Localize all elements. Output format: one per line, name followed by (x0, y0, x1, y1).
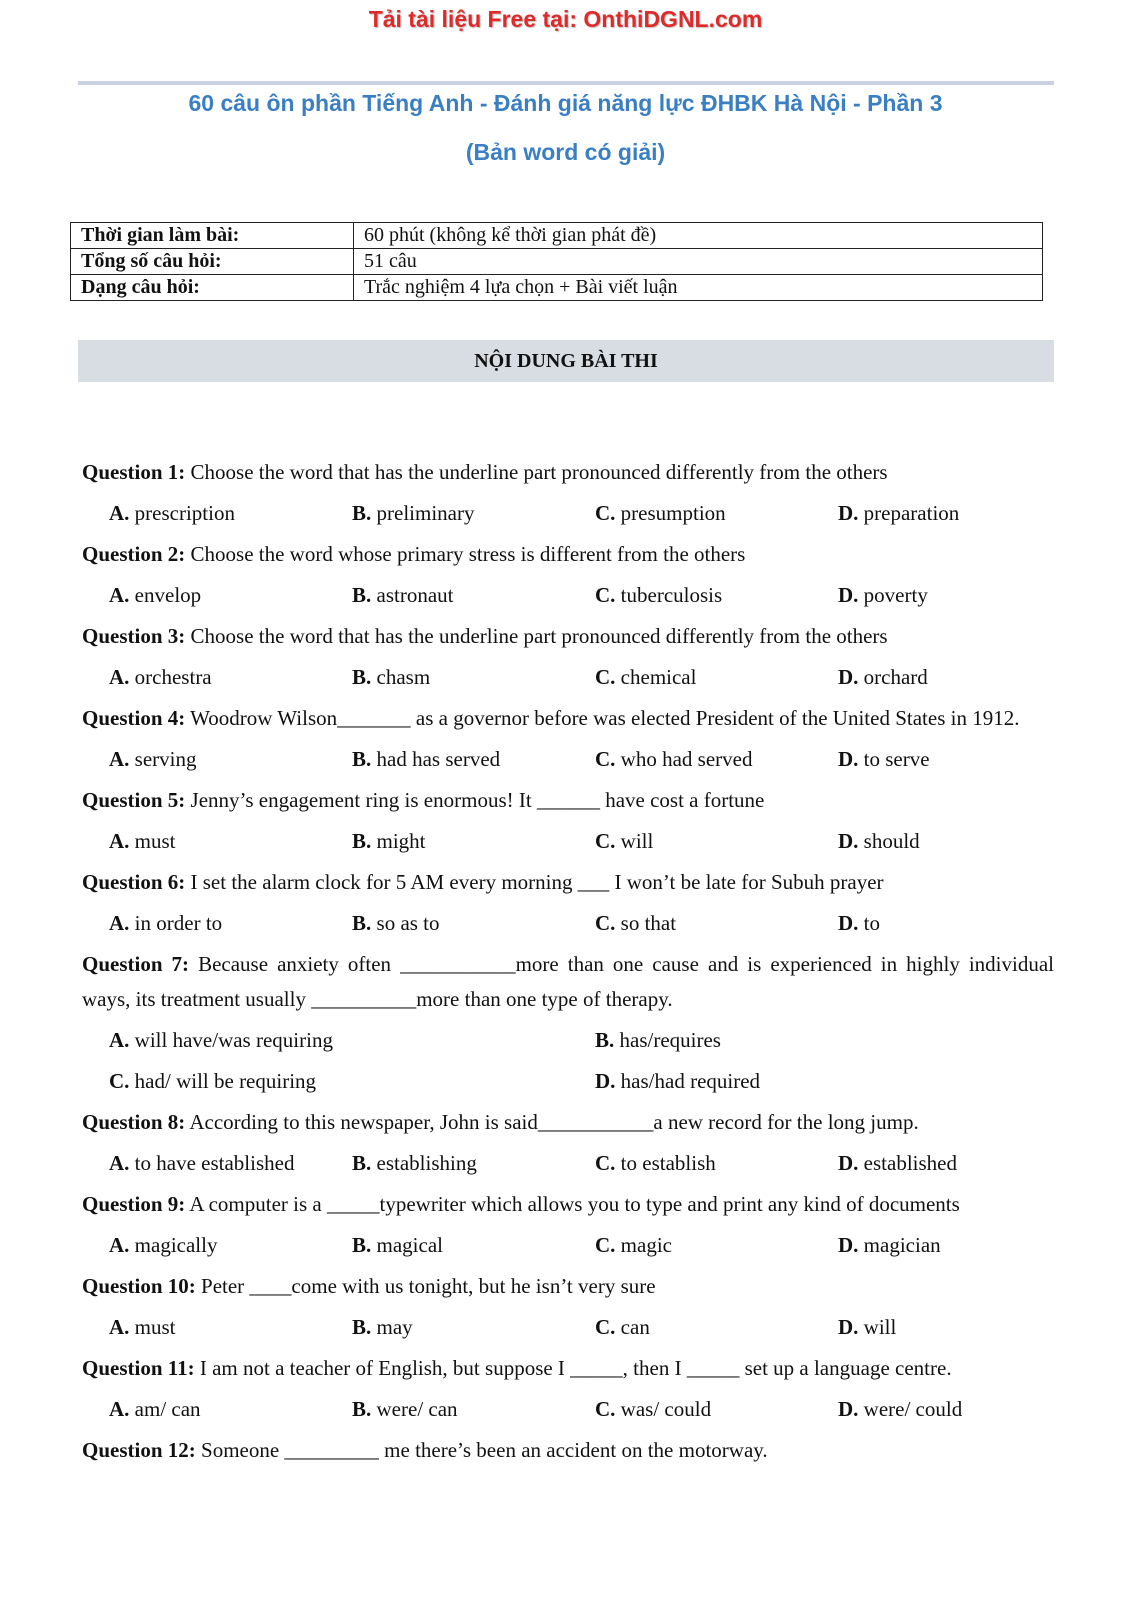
options-6 (82, 906, 1054, 941)
question-label: Question 8: (82, 1110, 186, 1134)
page-subtitle: (Bản word có giải) (465, 139, 666, 165)
question-text: Choose the word that has the underline part pronounced differently from the others (190, 624, 888, 648)
options-1 (82, 496, 1054, 531)
question-text: Choose the word that has the underline part pronounced differently from the others (190, 460, 888, 484)
options-5 (82, 824, 1054, 859)
options-8 (82, 1146, 1054, 1181)
question-text: Someone _________ me there’s been an accident on the motorway. (201, 1438, 768, 1462)
question-text: According to this newspaper, John is said___________a new record for the long jump. (189, 1110, 919, 1134)
option-c[interactable]: C. had/ will be requiring (109, 1069, 317, 1093)
info-label: Thời gian làm bài: (71, 223, 354, 249)
option-b[interactable]: B. were/ can (352, 1397, 458, 1421)
option-a[interactable]: A. serving (109, 747, 197, 771)
options-9 (82, 1228, 1054, 1263)
option-b[interactable]: B. has/requires (595, 1028, 721, 1052)
question-label: Question 11: (82, 1356, 195, 1380)
question-label: Question 1: (82, 460, 186, 484)
page-title: 60 câu ôn phần Tiếng Anh - Đánh giá năng lực ĐHBK Hà Nội - Phần 3 (188, 90, 943, 116)
question-label: Question 3: (82, 624, 186, 648)
options-7-row1 (82, 1023, 1054, 1058)
question-label: Question 10: (82, 1274, 196, 1298)
option-d[interactable]: D. were/ could (838, 1397, 963, 1421)
info-value: 51 câu (354, 249, 1043, 275)
option-d[interactable]: D. orchard (838, 665, 928, 689)
option-d[interactable]: D. has/had required (595, 1069, 761, 1093)
question-7 (82, 947, 1054, 1017)
option-b[interactable]: B. astronaut (352, 583, 454, 607)
question-label: Question 5: (82, 788, 186, 812)
question-text: Because anxiety often ___________more than one cause and is experienced in highly individual ways, its treatment usually __________more than one type of therapy. (82, 952, 1055, 1011)
option-d[interactable]: D. to serve (838, 747, 930, 771)
section-title: NỘI DUNG BÀI THI (78, 340, 1054, 382)
option-c[interactable]: C. will (595, 829, 654, 853)
info-value: 60 phút (không kể thời gian phát đề) (354, 223, 1043, 249)
option-d[interactable]: D. to (838, 911, 881, 935)
option-c[interactable]: C. was/ could (595, 1397, 712, 1421)
question-text: Jenny’s engagement ring is enormous! It ______ have cost a fortune (190, 788, 765, 812)
option-d[interactable]: D. poverty (838, 583, 928, 607)
exam-info-table (70, 222, 1043, 301)
option-b[interactable]: B. might (352, 829, 426, 853)
question-text: Choose the word whose primary stress is different from the others (190, 542, 746, 566)
question-5 (82, 783, 1054, 818)
question-label: Question 2: (82, 542, 186, 566)
options-10 (82, 1310, 1054, 1345)
info-label: Tổng số câu hỏi: (71, 249, 354, 275)
option-b[interactable]: B. preliminary (352, 501, 475, 525)
question-2 (82, 537, 1054, 572)
option-a[interactable]: A. must (109, 1315, 176, 1339)
options-3 (82, 660, 1054, 695)
options-11 (82, 1392, 1054, 1427)
question-12 (82, 1433, 1054, 1468)
question-label: Question 7: (82, 952, 190, 976)
info-row-type (71, 275, 1043, 301)
option-a[interactable]: A. must (109, 829, 176, 853)
option-a[interactable]: A. in order to (109, 911, 223, 935)
question-8 (82, 1105, 1054, 1140)
option-c[interactable]: C. who had served (595, 747, 753, 771)
question-label: Question 4: (82, 706, 186, 730)
option-c[interactable]: C. to establish (595, 1151, 716, 1175)
question-4 (82, 701, 1054, 736)
question-9 (82, 1187, 1054, 1222)
question-label: Question 9: (82, 1192, 186, 1216)
options-2 (82, 578, 1054, 613)
option-c[interactable]: C. so that (595, 911, 677, 935)
option-c[interactable]: C. tuberculosis (595, 583, 723, 607)
options-7-row2 (82, 1064, 1054, 1099)
option-b[interactable]: B. establishing (352, 1151, 477, 1175)
option-a[interactable]: A. magically (109, 1233, 218, 1257)
option-a[interactable]: A. orchestra (109, 665, 212, 689)
option-d[interactable]: D. established (838, 1151, 957, 1175)
info-row-time (71, 223, 1043, 249)
question-text: Peter ____come with us tonight, but he isn’t very sure (201, 1274, 656, 1298)
site-banner: Tải tài liệu Free tại: OnthiDGNL.com (368, 6, 763, 32)
question-label: Question 6: (82, 870, 186, 894)
option-d[interactable]: D. will (838, 1315, 897, 1339)
option-c[interactable]: C. chemical (595, 665, 697, 689)
question-label: Question 12: (82, 1438, 196, 1462)
question-text: I set the alarm clock for 5 AM every morning ___ I won’t be late for Subuh prayer (190, 870, 884, 894)
option-a[interactable]: A. envelop (109, 583, 202, 607)
option-a[interactable]: A. will have/was requiring (109, 1028, 333, 1052)
question-1 (82, 455, 1054, 490)
option-b[interactable]: B. chasm (352, 665, 431, 689)
question-6 (82, 865, 1054, 900)
info-label: Dạng câu hỏi: (71, 275, 354, 301)
question-11 (82, 1351, 1054, 1386)
option-b[interactable]: B. had has served (352, 747, 501, 771)
info-row-count (71, 249, 1043, 275)
option-c[interactable]: C. presumption (595, 501, 726, 525)
option-b[interactable]: B. so as to (352, 911, 440, 935)
option-d[interactable]: D. magician (838, 1233, 941, 1257)
option-c[interactable]: C. can (595, 1315, 650, 1339)
question-text: Woodrow Wilson_______ as a governor before was elected President of the United States in 1912. (190, 706, 1020, 730)
options-4 (82, 742, 1054, 777)
option-b[interactable]: B. magical (352, 1233, 443, 1257)
option-a[interactable]: A. to have established (109, 1151, 295, 1175)
option-d[interactable]: D. should (838, 829, 920, 853)
question-text: I am not a teacher of English, but suppose I _____, then I _____ set up a language centre. (199, 1356, 952, 1380)
question-list (82, 455, 1054, 1474)
option-c[interactable]: C. magic (595, 1233, 672, 1257)
question-10 (82, 1269, 1054, 1304)
option-a[interactable]: A. prescription (109, 501, 235, 525)
option-d[interactable]: D. preparation (838, 501, 960, 525)
option-b[interactable]: B. may (352, 1315, 413, 1339)
question-text: A computer is a _____typewriter which allows you to type and print any kind of documents (189, 1192, 960, 1216)
option-a[interactable]: A. am/ can (109, 1397, 201, 1421)
question-3 (82, 619, 1054, 654)
info-value: Trắc nghiệm 4 lựa chọn + Bài viết luận (354, 275, 1043, 301)
header-rule (78, 81, 1054, 85)
